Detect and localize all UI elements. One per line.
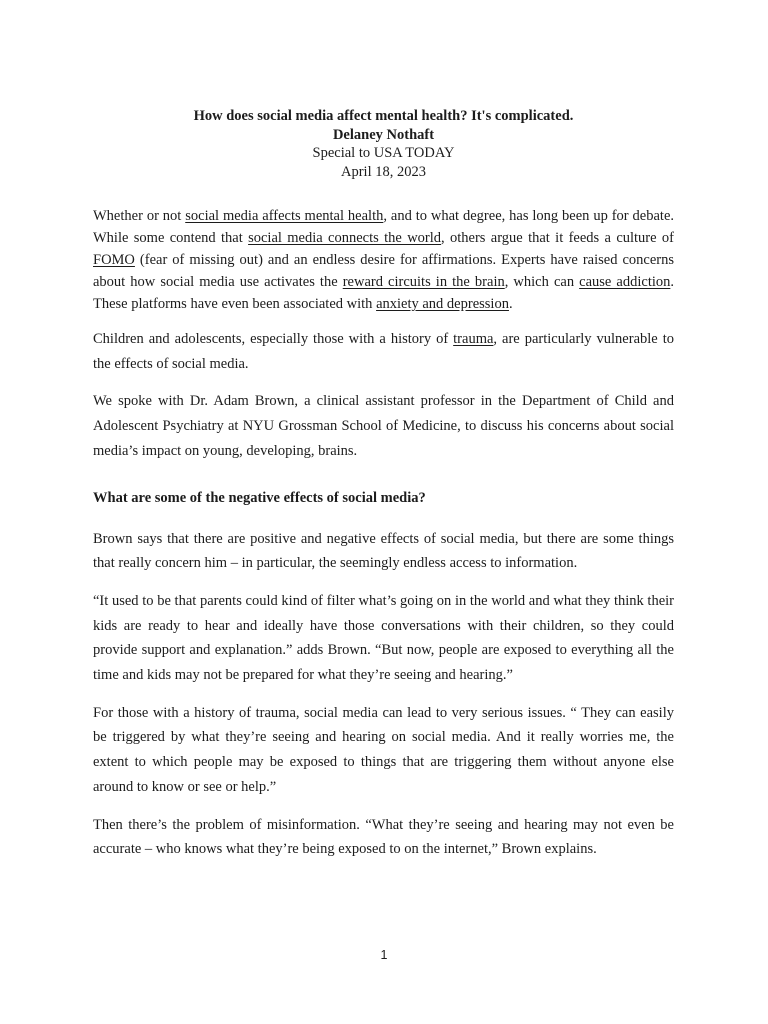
document-page (93, 107, 674, 862)
section-heading: What are some of the negative effects of social media? (93, 489, 426, 506)
article-byline: Special to USA TODAY (312, 145, 455, 161)
paragraph-intro (93, 205, 674, 315)
link-social-media-connects-the-world[interactable]: social media connects the world (248, 230, 442, 246)
page-number: 1 (380, 948, 388, 962)
paragraph-brown-concerns: Brown says that there are positive and negative effects of social media, but there are some things that really concern him – in particular, the seemingly endless access to information. (93, 530, 674, 572)
paragraph-misinformation: Then there’s the problem of misinformation. “What they’re seeing and hearing may not even be accurate – who knows what they’re being exposed to on the internet,” Brown explains. (93, 816, 674, 858)
article-title: How does social media affect mental health? It's complicated. (193, 108, 574, 124)
article-date: April 18, 2023 (341, 163, 426, 180)
text-run: . These platforms have even been associated with (93, 274, 674, 312)
text-run: , which can (504, 274, 580, 290)
link-social-media-affects-mental-health[interactable]: social media affects mental health (185, 208, 384, 224)
link-reward-circuits-in-the-brain[interactable]: reward circuits in the brain (342, 274, 505, 290)
text-run: , others argue that it feeds a culture of (441, 230, 674, 246)
link-cause-addiction[interactable]: cause addiction (579, 274, 671, 290)
article-author: Delaney Nothaft (332, 126, 435, 143)
link-fomo[interactable]: FOMO (93, 252, 135, 268)
text-run: (fear of missing out) and an endless desire for affirmations. Experts have raised concerns about how social media use activates the (93, 252, 674, 290)
link-trauma[interactable]: trauma (453, 331, 494, 347)
link-anxiety-and-depression[interactable]: anxiety and depression (376, 296, 509, 312)
paragraph-quote-trauma: For those with a history of trauma, social media can lead to very serious issues. “ They can easily be triggered by what they’re seeing and hearing on social media. And it really worries me, the extent to which people may be exposed to things that are triggering them without anyone else around to know or see or help.” (93, 704, 674, 795)
text-run: Whether or not (93, 208, 186, 224)
paragraph-trauma (93, 327, 674, 376)
article-header (93, 107, 674, 181)
text-run: . (508, 296, 513, 312)
paragraph-quote-parents: “It used to be that parents could kind of filter what’s going on in the world and what they think their kids are ready to hear and ideally have those conversations with their children, so they could provide support and explanation.” adds Brown. “But now, people are exposed to everything all the time and kids may not be prepared for what they’re seeing and hearing.” (93, 592, 674, 684)
paragraph-interview-intro: We spoke with Dr. Adam Brown, a clinical assistant professor in the Department of Child and Adolescent Psychiatry at NYU Grossman School of Medicine, to discuss his concerns about social media’s impact on young, developing, brains. (93, 393, 674, 459)
text-run: , and to what degree, has long been up for debate. While some contend that (93, 208, 674, 246)
text-run: , are particularly vulnerable to the effects of social media. (93, 331, 674, 372)
text-run: Children and adolescents, especially those with a history of (93, 331, 454, 347)
